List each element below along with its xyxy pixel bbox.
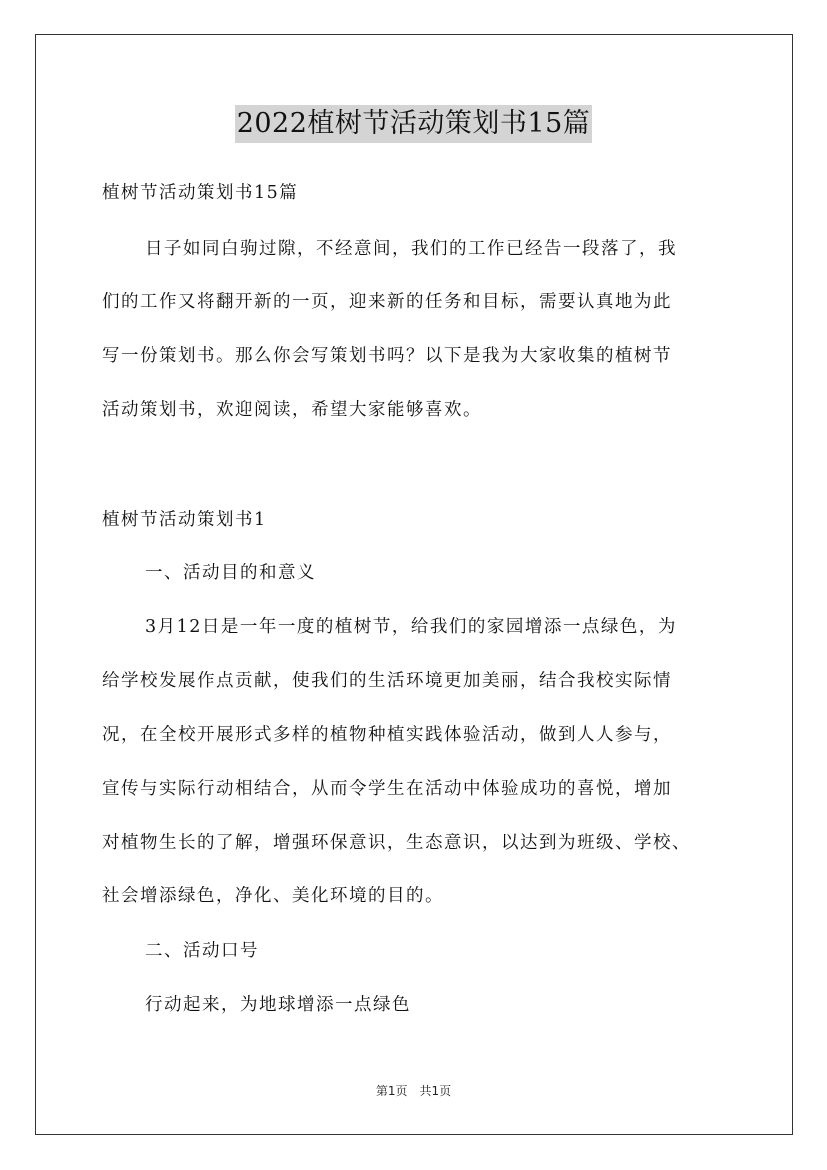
body-line-5: 对植物生长的了解，增强环保意识，生态意识，以达到为班级、学校、 bbox=[102, 833, 691, 853]
body-line-4: 宣传与实际行动相结合，从而令学生在活动中体验成功的喜悦，增加 bbox=[102, 779, 672, 799]
intro-line-3: 写一份策划书。那么你会写策划书吗？以下是我为大家收集的植树节 bbox=[102, 346, 672, 366]
intro-line-2: 们的工作又将翻开新的一页，迎来新的任务和目标，需要认真地为此 bbox=[102, 292, 672, 312]
heading-purpose: 一、活动目的和意义 bbox=[145, 563, 316, 583]
section-title: 植树节活动策划书1 bbox=[102, 510, 267, 530]
document-title: 2022植树节活动策划书15篇 bbox=[235, 105, 593, 143]
body-line-3: 况，在全校开展形式多样的植物种植实践体验活动，做到人人参与， bbox=[102, 725, 672, 745]
body-line-6: 社会增添绿色，净化、美化环境的目的。 bbox=[102, 886, 444, 906]
body-line-2: 给学校发展作点贡献，使我们的生活环境更加美丽，结合我校实际情 bbox=[102, 671, 672, 691]
document-subtitle: 植树节活动策划书15篇 bbox=[102, 183, 299, 203]
page-number: 第1页 共1页 bbox=[375, 1084, 452, 1098]
intro-line-1: 日子如同白驹过隙，不经意间，我们的工作已经告一段落了，我 bbox=[145, 239, 677, 259]
heading-slogan: 二、活动口号 bbox=[145, 941, 259, 961]
intro-line-4: 活动策划书，欢迎阅读，希望大家能够喜欢。 bbox=[102, 400, 482, 420]
body-line-1: 3月12日是一年一度的植树节，给我们的家园增添一点绿色，为 bbox=[145, 617, 677, 637]
slogan-text: 行动起来，为地球增添一点绿色 bbox=[145, 995, 411, 1015]
document-title-wrap bbox=[0, 105, 827, 143]
